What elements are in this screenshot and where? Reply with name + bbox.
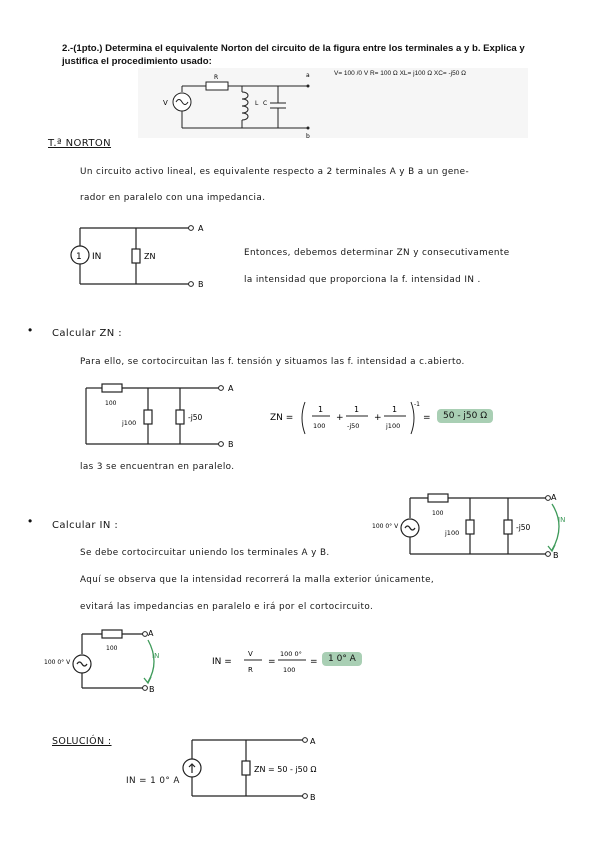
svg-text:+: + (336, 413, 344, 423)
zn-circuit-l-label: j100 (122, 419, 137, 427)
figure-label-l: L (255, 100, 259, 107)
svg-text:+: + (374, 413, 382, 423)
in-formula (210, 645, 320, 681)
intro-line-1: Un circuito activo lineal, es equivalente respecto a 2 terminales A y B a un gene- (80, 167, 470, 177)
zn-formula-one-3: 1 (392, 405, 398, 414)
in-result-highlight: 1 0° A (322, 652, 362, 666)
in-circuit-in-label: IN (558, 516, 566, 524)
figure-label-r: R (214, 74, 219, 81)
diagram1-a-label: A (198, 224, 204, 233)
solution-b-label: B (310, 793, 316, 802)
solution-a-label: A (310, 737, 316, 746)
figure-label-c: C (263, 100, 268, 107)
in-circuit-b-label: B (553, 551, 559, 560)
in-short-a-label: A (148, 629, 154, 638)
figure-label-a: a (306, 72, 310, 79)
question-text: 2.-(1pto.) Determina el equivalente Norton del circuito de la figura entre los terminales a y b. Explica y justifica el procedimiento usado: (62, 43, 525, 67)
bullet-2: • (28, 514, 33, 528)
zn-circuit-b-label: B (228, 440, 234, 449)
solution-in-value: IN = 1 0° A (126, 776, 180, 786)
zn-formula-lhs: ZN = (270, 413, 294, 423)
section-heading: T.ª NORTON (48, 138, 112, 149)
zn-formula-d3: j100 (386, 422, 401, 430)
in-line-1: Se debe cortocircuitar uniendo los terminales A y B. (80, 548, 330, 558)
diagram1-source-label: 1 (76, 252, 82, 262)
zn-formula-d2: -j50 (347, 422, 360, 430)
in-circuit (372, 492, 572, 564)
zn-circuit-r-label: 100 (105, 400, 117, 407)
in-short-v-label: 100 0° V (44, 659, 71, 666)
solution-zn-value: ZN = 50 - j50 Ω (254, 765, 317, 774)
diagram1-b-label: B (198, 280, 204, 289)
svg-text:=: = (310, 657, 318, 667)
zn-formula-one-2: 1 (354, 405, 360, 414)
svg-text:=: = (268, 657, 276, 667)
in-line-3: evitará las impedancias en paralelo e irá por el cortocircuito. (80, 602, 374, 612)
in-formula-num: V (248, 650, 253, 658)
figure-label-v: V (163, 99, 168, 107)
explain-line-2: la intensidad que proporciona la f. intensidad IN . (244, 275, 481, 285)
in-circuit-l-label: j100 (445, 529, 460, 537)
explain-line-1: Entonces, debemos determinar ZN y consecutivamente (244, 248, 510, 258)
in-circuit-r-label: 100 (432, 510, 444, 517)
in-circuit-c-label: -j50 (516, 523, 531, 532)
in-formula-den2: 100 (283, 666, 296, 674)
in-line-2: Aquí se observa que la intensidad recorrerá la malla exterior únicamente, (80, 575, 435, 585)
zn-circuit (80, 382, 250, 452)
in-title: Calcular IN : (52, 520, 119, 531)
original-circuit-figure (138, 68, 528, 138)
zn-circuit-c-label: -j50 (188, 413, 203, 422)
zn-formula-one-1: 1 (318, 405, 324, 414)
zn-note: las 3 se encuentran en paralelo. (80, 462, 235, 472)
in-short-circuit (44, 622, 174, 694)
diagram1-in-label: IN (92, 252, 102, 262)
in-short-r-label: 100 (106, 645, 118, 652)
zn-formula-pow: -1 (414, 401, 420, 408)
norton-diagram (70, 222, 220, 292)
solution-diagram (184, 734, 344, 802)
in-circuit-v-label: 100 0° V (372, 523, 399, 530)
figure-label-b: b (306, 133, 310, 140)
zn-result-highlight: 50 - j50 Ω (437, 409, 493, 423)
figure-params: V= 100 /0 V R= 100 Ω XL= j100 Ω XC= -j50 Ω (334, 70, 467, 77)
in-formula-num2: 100 0° (280, 650, 302, 658)
zn-formula-eq: = (423, 413, 431, 423)
zn-title: Calcular ZN : (52, 328, 122, 339)
in-short-in-label: IN (152, 652, 160, 660)
intro-line-2: rador en paralelo con una impedancia. (80, 193, 266, 203)
zn-line-1: Para ello, se cortocircuitan las f. tensión y situamos las f. intensidad a c.abierto. (80, 357, 465, 367)
diagram1-zn-label: ZN (144, 252, 156, 261)
solution-title: SOLUCIÓN : (52, 736, 112, 747)
zn-formula-d1: 100 (313, 422, 326, 430)
bullet-1: • (28, 323, 33, 337)
in-circuit-a-label: A (551, 493, 557, 502)
in-formula-den: R (248, 666, 253, 674)
in-formula-lhs: IN = (212, 657, 232, 667)
zn-circuit-a-label: A (228, 384, 234, 393)
in-short-b-label: B (149, 685, 155, 694)
